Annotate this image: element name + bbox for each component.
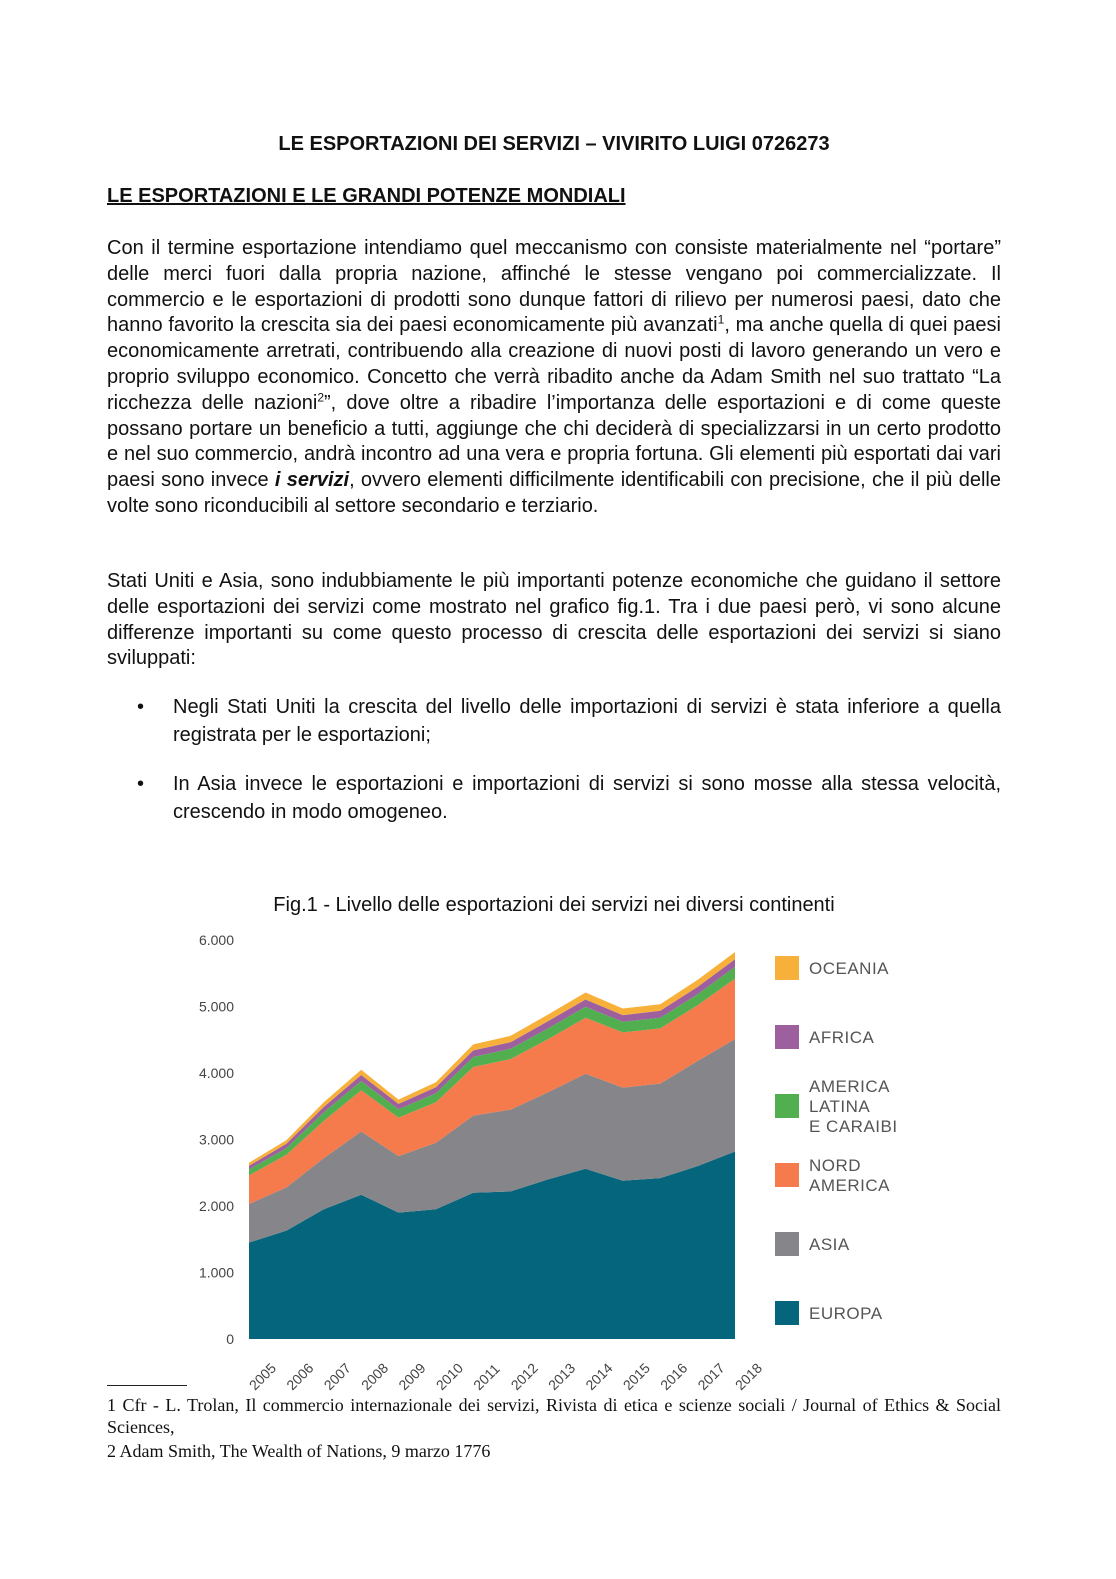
footnote-divider <box>107 1385 187 1386</box>
chart-title: Fig.1 - Livello delle esportazioni dei servizi nei diversi continenti <box>273 894 835 916</box>
y-tick-label: 6.000 <box>198 932 234 948</box>
x-tick-label: 2010 <box>432 1359 467 1394</box>
bullet-text: Negli Stati Uniti la crescita del livello delle importazioni di servizi è stata inferiore a quella registrata per le esportazioni; <box>173 696 1001 746</box>
legend-label-nord-america: NORD <box>809 1156 862 1175</box>
legend-label-europa: EUROPA <box>809 1304 883 1323</box>
x-tick-label: 2007 <box>320 1359 354 1394</box>
bullet-dot: • <box>137 773 145 795</box>
footnote-ref-2: 2 <box>317 390 324 405</box>
y-tick-label: 5.000 <box>198 998 234 1015</box>
bullet-text: In Asia invece le esportazioni e importazioni di servizi si sono mosse alla stessa velocità, crescendo in modo omogeneo. <box>173 773 1001 823</box>
legend-swatch-europa <box>775 1301 799 1325</box>
legend-swatch-nord-america <box>775 1163 799 1187</box>
bullet-list-item-2 <box>107 770 1001 826</box>
x-tick-label: 2011 <box>470 1360 503 1394</box>
legend-label-africa: AFRICA <box>809 1028 875 1047</box>
legend-label-america-latina-e-caraibi: AMERICA <box>809 1077 890 1096</box>
paragraph-intro-part-c: ”, dove oltre a ribadire l’importanza delle esportazioni e di come queste possano portare un beneficio a tutti, aggiunge che chi deciderà di specializzarsi in un certo prodotto e nel suo commercio, andrà incontro ad una vera e propria fortuna. Gli elementi più esportati dai vari paesi sono invece <box>107 391 1001 492</box>
paragraph-intro-part-d: , ovvero elementi difficilmente identificabili con precisione, che il più delle volte sono riconducibili al settore secondario e terziario. <box>107 469 1001 517</box>
legend-label-america-latina-e-caraibi: E CARAIBI <box>809 1117 898 1136</box>
legend-label-america-latina-e-caraibi: LATINA <box>809 1097 871 1116</box>
x-tick-label: 2018 <box>731 1359 766 1394</box>
y-tick-label: 1.000 <box>198 1264 234 1281</box>
paragraph-intro <box>107 236 1001 520</box>
paragraph-intro-part-b: , ma anche quella di quei paesi economicamente arretrati, contribuendo alla creazione di nuovi posti di lavoro generando un vero e proprio sviluppo economico. Concetto che verrà ribadito anche da Adam Smith nel suo trattato “La ricchezza delle nazioni <box>107 314 1001 414</box>
bullet-list-item-1 <box>107 693 1001 749</box>
stacked-area-chart <box>180 925 920 1395</box>
legend-swatch-asia <box>775 1232 799 1256</box>
legend-label-asia: ASIA <box>809 1235 850 1254</box>
legend-label-oceania: OCEANIA <box>809 959 890 978</box>
y-tick-label: 4.000 <box>198 1065 234 1081</box>
bullet-dot: • <box>137 696 145 718</box>
emphasis-servizi: i servizi <box>274 469 350 492</box>
footnote-2: 2 Adam Smith, The Wealth of Nations, 9 marzo 1776 <box>107 1441 491 1461</box>
x-tick-label: 2013 <box>544 1359 579 1394</box>
legend-label-nord-america: AMERICA <box>809 1176 890 1195</box>
y-tick-label: 3.000 <box>198 1131 234 1148</box>
x-tick-label: 2014 <box>582 1359 616 1394</box>
footnote-ref-1: 1 <box>717 312 725 327</box>
legend-swatch-oceania <box>775 956 799 980</box>
x-tick-label: 2012 <box>507 1359 541 1394</box>
list-item <box>107 693 1001 749</box>
x-tick-label: 2017 <box>694 1359 728 1394</box>
legend-swatch-america-latina-e-caraibi <box>775 1094 799 1118</box>
x-tick-label: 2016 <box>657 1359 691 1394</box>
y-tick-label: 0 <box>226 1331 234 1347</box>
document-title: LE ESPORTAZIONI DEI SERVIZI – VIVIRITO LUIGI 0726273 <box>278 133 830 155</box>
paragraph-intro-part-a: Con il termine esportazione intendiamo quel meccanismo con consiste materialmente nel “portare” delle merci fuori dalla propria nazione, affinché le stesse vengano poi commercializzate. Il commercio e le esportazioni di prodotti sono dunque fattori di rilievo per numerosi paesi, dato che hanno favorito la crescita sia dei paesi economicamente più avanzati <box>107 237 1001 337</box>
y-tick-label: 2.000 <box>198 1198 234 1214</box>
footnote-1: 1 Cfr - L. Trolan, Il commercio internazionale dei servizi, Rivista di etica e scienze sociali / Journal of Ethics & Social Sciences, <box>107 1395 1001 1437</box>
x-tick-label: 2006 <box>283 1359 317 1394</box>
list-item <box>107 770 1001 826</box>
legend-swatch-africa <box>775 1025 799 1049</box>
x-tick-label: 2008 <box>357 1359 392 1394</box>
x-tick-label: 2005 <box>245 1359 280 1394</box>
x-tick-label: 2009 <box>395 1359 429 1394</box>
x-tick-label: 2015 <box>619 1359 653 1394</box>
section-heading: LE ESPORTAZIONI E LE GRANDI POTENZE MONDIALI <box>107 185 626 207</box>
paragraph-usa-asia: Stati Uniti e Asia, sono indubbiamente le più importanti potenze economiche che guidano il settore delle esportazioni dei servizi come mostrato nel grafico fig.1. Tra i due paesi però, vi sono alcune differenze importanti su come questo processo di crescita delle esportazioni dei servizi si siano sviluppati: <box>107 570 1001 670</box>
